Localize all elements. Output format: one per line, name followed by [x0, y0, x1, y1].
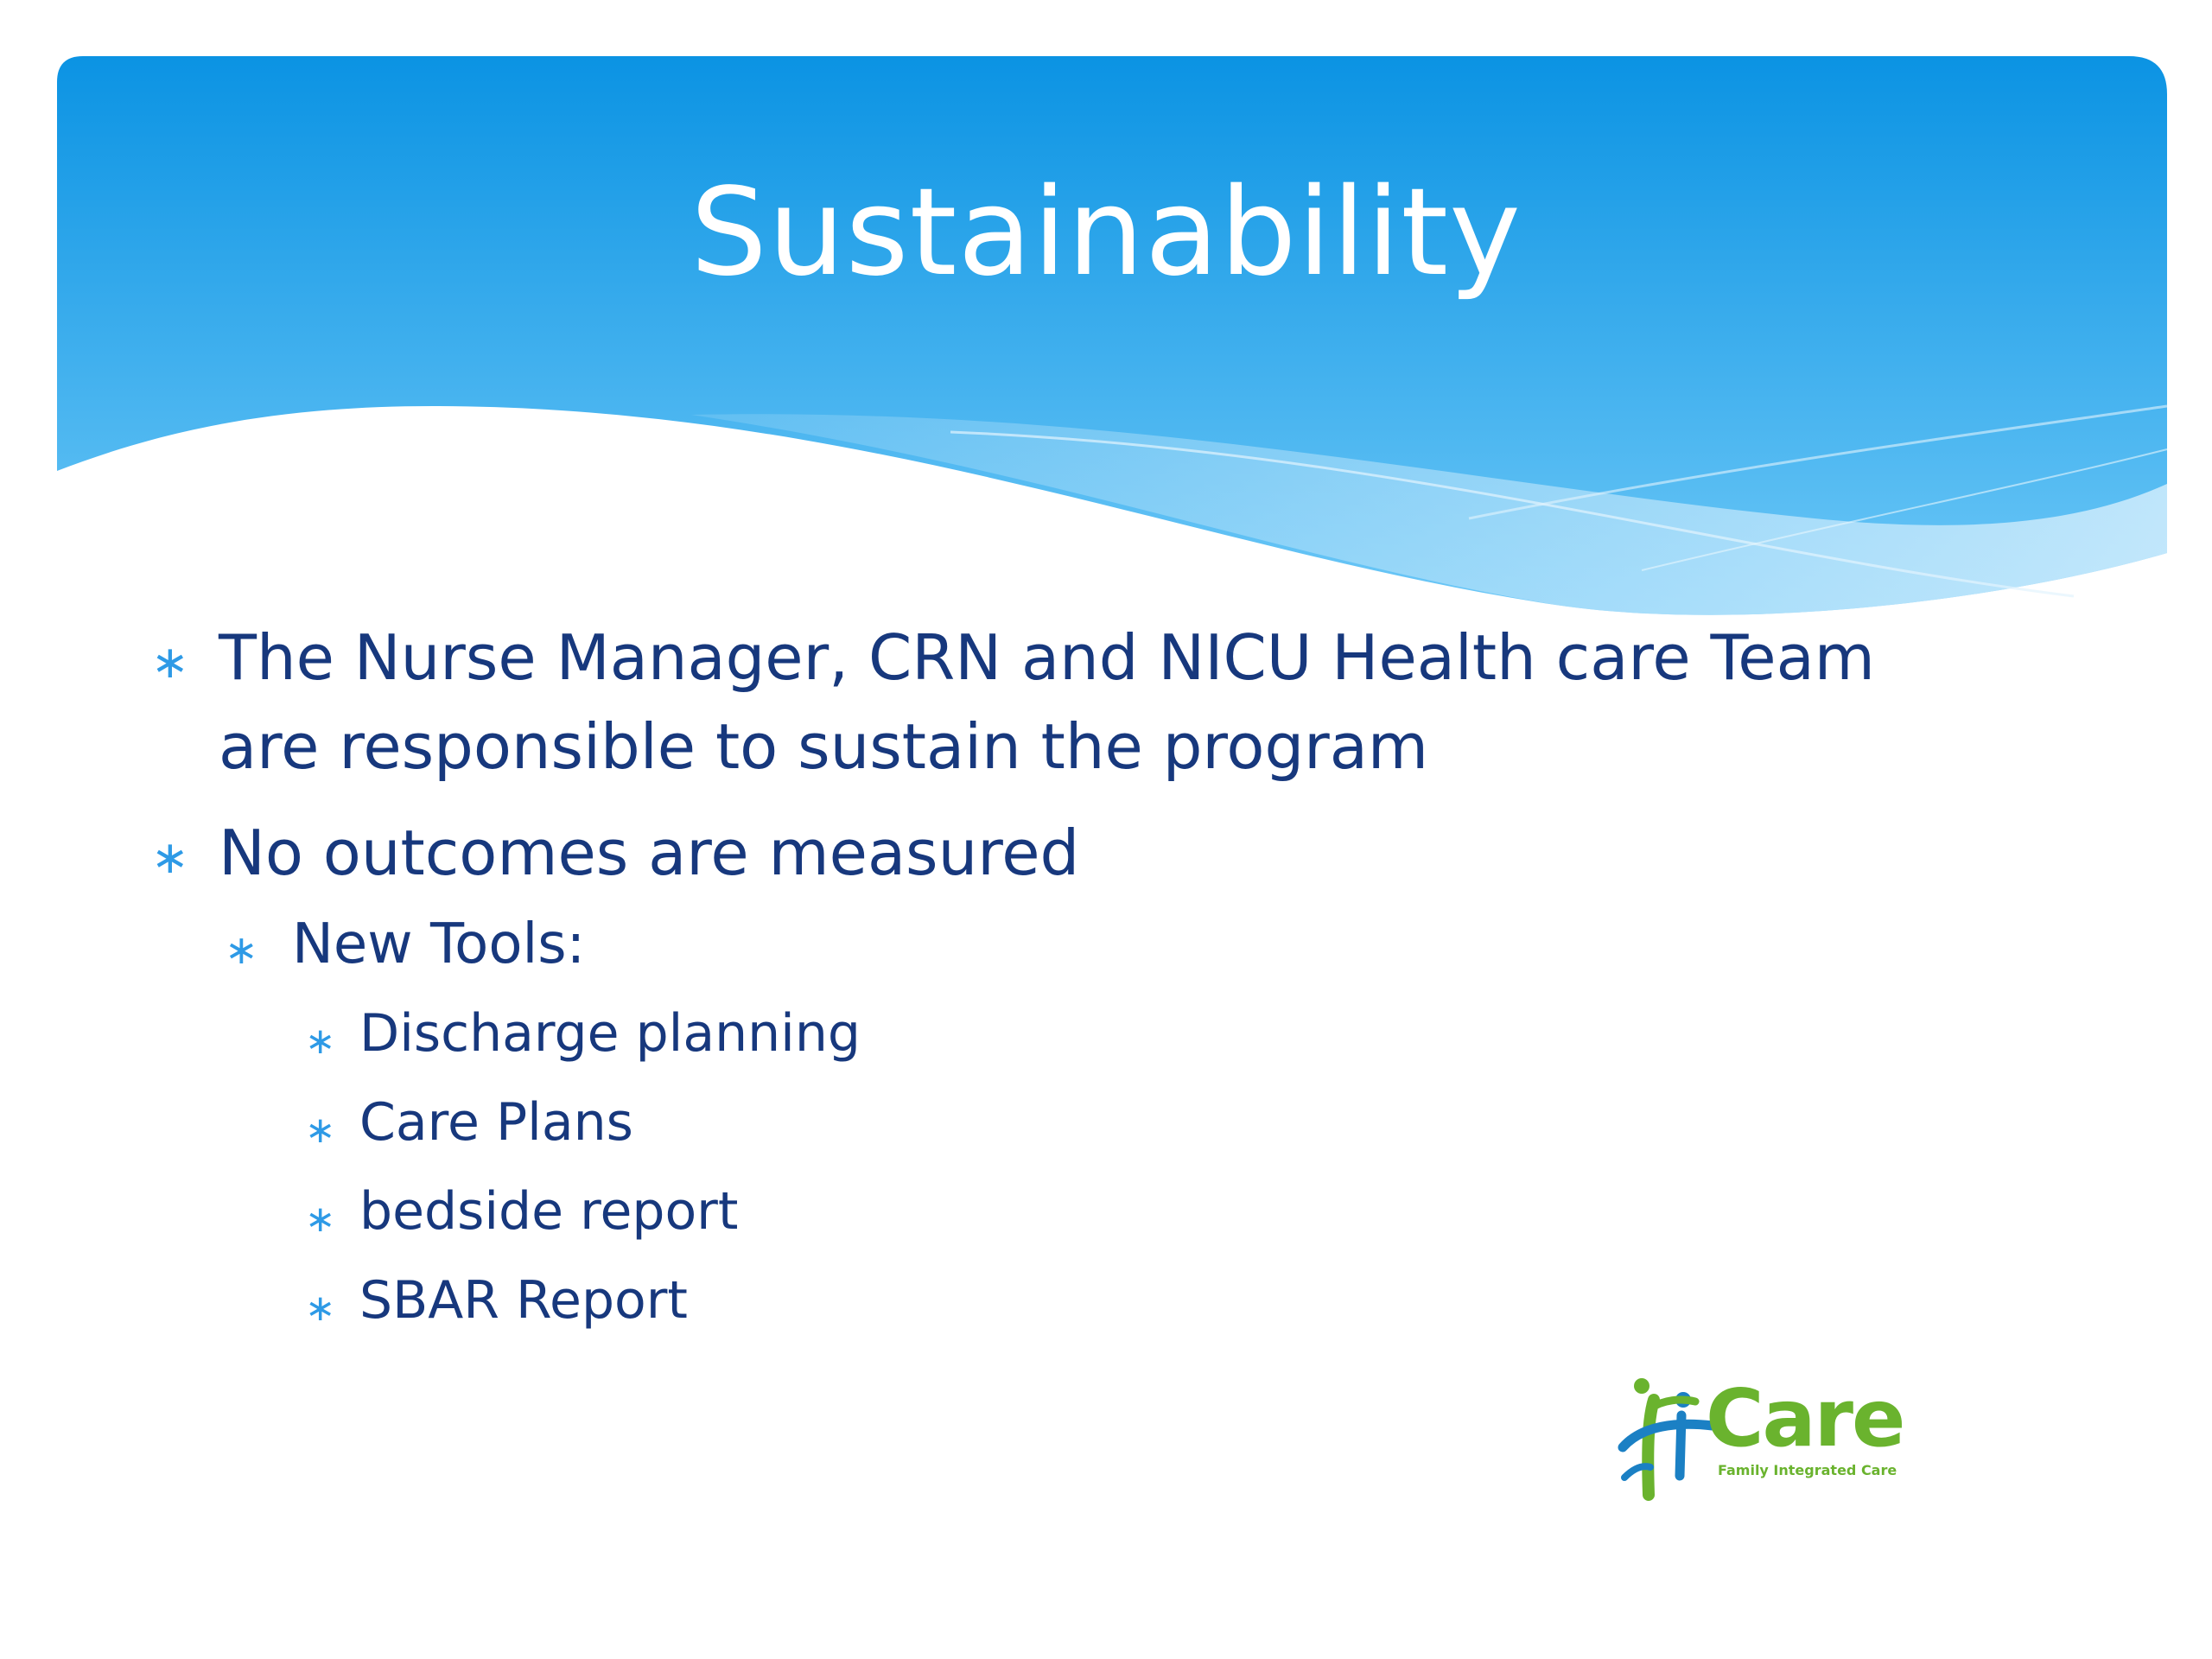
sub-sub-bullet-text: Care Plans: [359, 1092, 633, 1153]
sub-sub-bullet-text: bedside report: [359, 1181, 739, 1242]
bullet-item: [151, 809, 1923, 898]
sub-sub-bullet-item: [305, 1256, 1923, 1345]
sub-sub-bullet-text: Discharge planning: [359, 1003, 861, 1064]
bullet-list: [151, 613, 1923, 1345]
sub-bullet-item: [225, 903, 1923, 986]
sub-bullet-text: New Tools:: [292, 912, 586, 976]
sub-sub-bullet-item: [305, 989, 1923, 1078]
sub-sub-bullet-item: [305, 1167, 1923, 1256]
logo-tagline: Family Integrated Care: [1718, 1462, 1897, 1478]
asterisk-bullet-icon: ∗: [305, 1287, 336, 1329]
ficare-logo: [1616, 1372, 1904, 1503]
header-wave-background: [0, 0, 2212, 657]
family-figure-icon: [1616, 1374, 1719, 1503]
asterisk-bullet-icon: ∗: [151, 832, 189, 884]
asterisk-bullet-icon: ∗: [305, 1198, 336, 1240]
logo-wordmark: Care: [1706, 1372, 1904, 1465]
asterisk-bullet-icon: ∗: [305, 1109, 336, 1151]
asterisk-bullet-icon: ∗: [225, 926, 258, 973]
bullet-text: No outcomes are measured: [219, 817, 1080, 889]
sub-sub-bullet-text: SBAR Report: [359, 1270, 688, 1331]
sub-sub-bullet-item: [305, 1078, 1923, 1167]
slide-title: Sustainability: [690, 162, 1522, 303]
asterisk-bullet-icon: ∗: [305, 1020, 336, 1062]
asterisk-bullet-icon: ∗: [151, 637, 189, 689]
bullet-text: The Nurse Manager, CRN and NICU Health care Team are responsible to sustain the program: [219, 621, 1875, 783]
bullet-item: [151, 613, 1923, 791]
